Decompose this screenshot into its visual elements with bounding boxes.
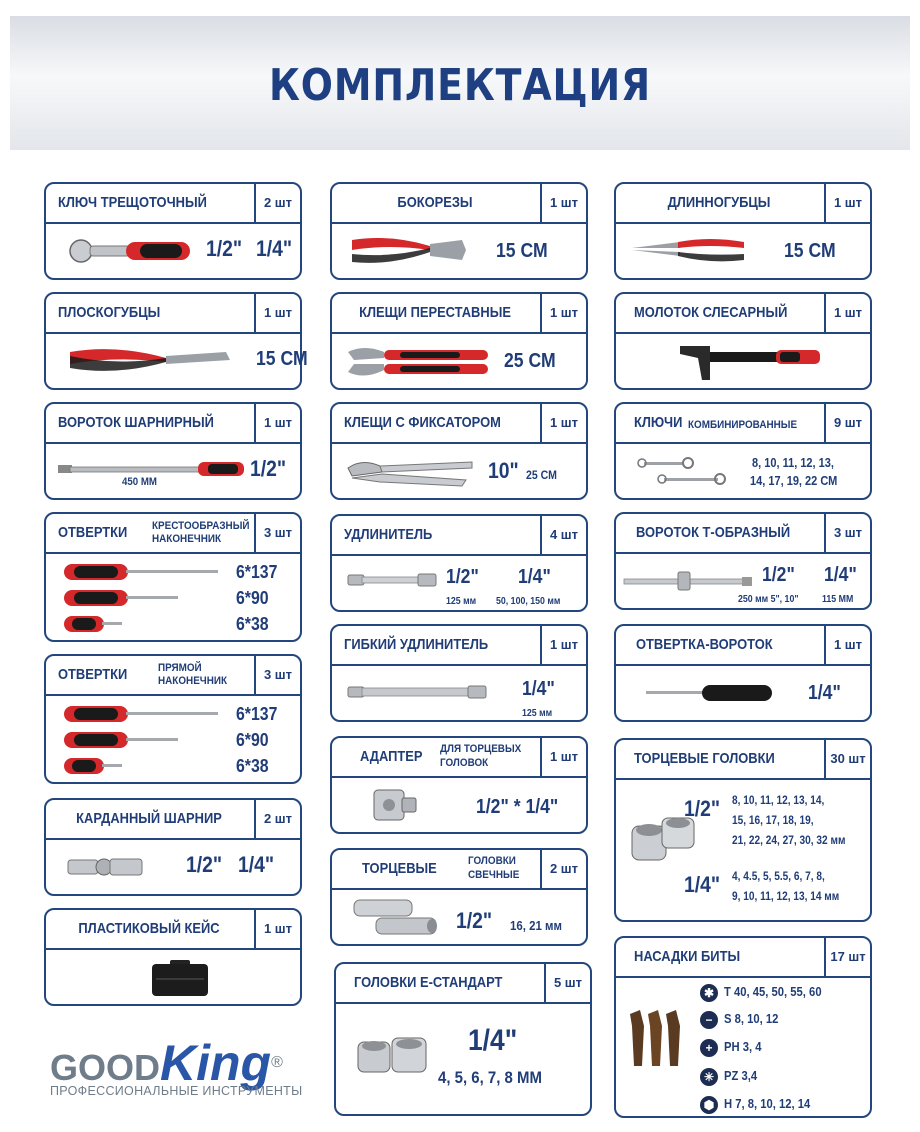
brand-name-b: King (160, 1035, 272, 1091)
spark-plug-sockets-icon (354, 898, 440, 938)
card-name: ОТВЕРТКИ (58, 666, 128, 683)
size-1: 6*137 (236, 562, 278, 582)
card-qty: 3 шт (254, 656, 300, 694)
driver-handle-icon (646, 682, 776, 704)
card-name: КЛЕЩИ ПЕРЕСТАВНЫЕ (359, 304, 511, 321)
size-quarter: 1/4" (684, 872, 721, 897)
card-qty: 2 шт (540, 850, 586, 888)
card-name: БОКОРЕЗЫ (397, 194, 473, 211)
adjustable-pliers-icon (344, 342, 494, 382)
size-adapter: 1/2" * 1/4" (476, 796, 559, 818)
extension-bar-icon (348, 572, 438, 588)
card-driver-handle (614, 624, 872, 722)
card-qty: 1 шт (540, 404, 586, 442)
card-plastic-case (44, 908, 302, 1006)
size-inches: 10" (488, 458, 519, 483)
card-name: КАРДАННЫЙ ШАРНИР (76, 810, 222, 827)
side-cutters-icon (350, 232, 470, 268)
page-title: КОМПЛЕКТАЦИЯ (269, 60, 651, 111)
card-name: КЛЕЩИ С ФИКСАТОРОМ (344, 414, 501, 431)
size-half: 1/2" (446, 566, 479, 588)
size-3: 6*38 (236, 614, 269, 634)
card-side-cutters (330, 182, 588, 280)
card-qty: 1 шт (540, 294, 586, 332)
size-length: 15 СМ (496, 240, 548, 262)
card-combo-wrenches (614, 402, 872, 500)
card-name: ОТВЕРТКА-ВОРОТОК (636, 636, 773, 653)
card-sockets (614, 738, 872, 922)
card-qty: 1 шт (824, 184, 870, 222)
wrenches-icon (636, 454, 726, 490)
size-length: 125 мм (522, 708, 553, 719)
card-name: ДЛИННОГУБЦЫ (667, 194, 771, 211)
card-qty: 1 шт (540, 184, 586, 222)
size-quarter-length: 115 ММ (822, 594, 854, 605)
hammer-icon (676, 340, 826, 384)
card-note-2: НАКОНЕЧНИК (158, 675, 228, 687)
size-quarter: 1/4" (238, 852, 275, 877)
torx-icon: ✱ (700, 984, 718, 1002)
card-note-1: ГОЛОВКИ (468, 855, 516, 867)
card-name: МОЛОТОК СЛЕСАРНЫЙ (634, 304, 788, 321)
case-icon (152, 960, 208, 998)
card-qty: 3 шт (254, 514, 300, 552)
card-qty: 30 шт (824, 740, 870, 778)
socket-sizes-quarter-2: 9, 10, 11, 12, 13, 14 мм (732, 891, 840, 903)
flex-extension-icon (348, 684, 488, 700)
size-half-lengths: 250 мм 5", 10" (738, 594, 799, 605)
size-3: 6*38 (236, 756, 269, 776)
size-quarter: 1/4" (468, 1024, 518, 1057)
t-handle-icon (624, 570, 754, 592)
card-name: ТОРЦЕВЫЕ (362, 860, 437, 877)
card-flex-extension (330, 624, 588, 722)
card-flat-screwdrivers (44, 654, 302, 784)
size-length: 25 СМ (504, 350, 556, 372)
card-qty: 1 шт (540, 738, 586, 776)
size-quarter: 1/4" (518, 566, 551, 588)
card-qty: 17 шт (824, 938, 870, 976)
card-name: УДЛИНИТЕЛЬ (344, 526, 433, 543)
card-name: ВОРОТОК Т-ОБРАЗНЫЙ (636, 524, 791, 541)
socket-sizes-half-2: 15, 16, 17, 18, 19, (732, 815, 814, 827)
locking-pliers-icon (346, 456, 476, 490)
socket-sizes-half-3: 21, 22, 24, 27, 30, 32 мм (732, 835, 846, 847)
size-list: 4, 5, 6, 7, 8 ММ (438, 1068, 542, 1087)
size-half: 1/2" (762, 564, 795, 586)
card-extension (330, 514, 588, 612)
card-e-sockets (334, 962, 592, 1116)
socket-sizes-quarter-1: 4, 4.5, 5, 5.5, 6, 7, 8, (732, 871, 825, 883)
card-qty: 5 шт (544, 964, 590, 1002)
card-note-2: ГОЛОВОК (440, 757, 489, 769)
bit-row-hex: H 7, 8, 10, 12, 14 (724, 1097, 811, 1111)
bit-row-pozidriv: PZ 3,4 (724, 1069, 758, 1083)
card-name: НАСАДКИ БИТЫ (634, 948, 741, 965)
card-name: КЛЮЧ ТРЕЩОТОЧНЫЙ (58, 194, 207, 211)
brand-reg: ® (271, 1054, 283, 1071)
sizes-line-1: 8, 10, 11, 12, 13, (752, 456, 834, 470)
size-2: 6*90 (236, 588, 269, 608)
card-note-2: СВЕЧНЫЕ (468, 869, 520, 881)
brand-name-a: GOOD (50, 1047, 161, 1088)
card-note-1: ДЛЯ ТОРЦЕВЫХ (440, 743, 522, 755)
size-cm: 25 СМ (526, 468, 557, 482)
phillips-icon: + (700, 1039, 718, 1057)
ratchet-icon (66, 236, 196, 266)
card-spark-sockets (330, 848, 588, 946)
card-adapter (330, 736, 588, 834)
size-quarter: 1/4" (522, 678, 555, 700)
card-hammer (614, 292, 872, 390)
size-1: 6*137 (236, 704, 278, 724)
size-half: 1/2" (206, 236, 243, 261)
card-pliers (44, 292, 308, 390)
sockets-icon (632, 816, 696, 864)
card-qty: 1 шт (824, 294, 870, 332)
size-quarter: 1/4" (256, 236, 293, 261)
card-name: ПЛОСКОГУБЦЫ (58, 304, 161, 321)
bits-icon (626, 1008, 682, 1068)
card-name: КЛЮЧИ (634, 414, 683, 431)
size-half: 1/2" (456, 908, 493, 933)
card-qty: 2 шт (254, 800, 300, 838)
pozidriv-icon: ✳ (700, 1068, 718, 1086)
brand-tagline: ПРОФЕССИОНАЛЬНЫЕ ИНСТРУМЕНТЫ (50, 1084, 303, 1098)
slotted-icon: − (700, 1011, 718, 1029)
screwdriver-set-icon (64, 560, 224, 638)
card-note-2: НАКОНЕЧНИК (152, 533, 222, 545)
card-qty: 4 шт (540, 516, 586, 554)
size-length: 15 СМ (784, 240, 836, 262)
card-qty: 1 шт (824, 626, 870, 664)
screwdriver-set-icon (64, 702, 224, 780)
card-ratchet (44, 182, 302, 280)
adapter-icon (374, 786, 418, 824)
card-qty: 2 шт (254, 184, 300, 222)
size-half: 1/2" (684, 796, 721, 821)
hex-icon: ⬢ (700, 1096, 718, 1114)
card-qty: 1 шт (254, 294, 300, 332)
card-locking-pliers (330, 402, 588, 500)
card-name: ГИБКИЙ УДЛИНИТЕЛЬ (344, 636, 489, 653)
size-length: 15 СМ (256, 348, 308, 370)
card-breaker-bar (44, 402, 302, 500)
size-half-length: 125 мм (446, 596, 477, 607)
bit-row-torx: T 40, 45, 50, 55, 60 (724, 985, 822, 999)
card-note-1: ПРЯМОЙ (158, 662, 202, 674)
size-half: 1/2" (186, 852, 223, 877)
card-note-1: КРЕСТООБРАЗНЫЙ (152, 520, 250, 532)
card-name: ПЛАСТИКОВЫЙ КЕЙС (78, 920, 220, 937)
card-qty: 1 шт (254, 910, 300, 948)
e-sockets-icon (358, 1036, 428, 1076)
card-name: ТОРЦЕВЫЕ ГОЛОВКИ (634, 750, 775, 767)
header-banner (10, 16, 910, 150)
universal-joint-icon (68, 854, 144, 880)
card-qty: 1 шт (254, 404, 300, 442)
long-nose-pliers-icon (630, 232, 748, 268)
card-bits (614, 936, 872, 1118)
card-phillips-screwdrivers (44, 512, 302, 642)
size-quarter: 1/4" (808, 682, 841, 704)
card-name: АДАПТЕР (360, 748, 423, 765)
card-name: ГОЛОВКИ Е-СТАНДАРТ (354, 974, 503, 991)
size-2: 6*90 (236, 730, 269, 750)
card-qty: 1 шт (540, 626, 586, 664)
card-qty: 9 шт (824, 404, 870, 442)
sizes-line-2: 14, 17, 19, 22 СМ (750, 474, 838, 488)
bit-row-phillips: PH 3, 4 (724, 1040, 762, 1054)
size-quarter: 1/4" (824, 564, 857, 586)
card-universal-joint (44, 798, 302, 896)
size-quarter-lengths: 50, 100, 150 мм (496, 596, 561, 607)
card-adjustable-pliers (330, 292, 588, 390)
card-note-1: КОМБИНИРОВАННЫЕ (688, 419, 798, 431)
card-long-nose-pliers (614, 182, 872, 280)
card-qty: 3 шт (824, 514, 870, 552)
pliers-icon (66, 342, 236, 378)
socket-sizes-half-1: 8, 10, 11, 12, 13, 14, (732, 795, 825, 807)
bit-row-slotted: S 8, 10, 12 (724, 1012, 779, 1026)
card-name: ОТВЕРТКИ (58, 524, 128, 541)
size-mm: 16, 21 мм (510, 918, 562, 933)
size-half: 1/2" (250, 456, 287, 481)
length-label: 450 ММ (122, 476, 157, 488)
card-name: ВОРОТОК ШАРНИРНЫЙ (58, 414, 214, 431)
card-t-handle (614, 512, 872, 610)
